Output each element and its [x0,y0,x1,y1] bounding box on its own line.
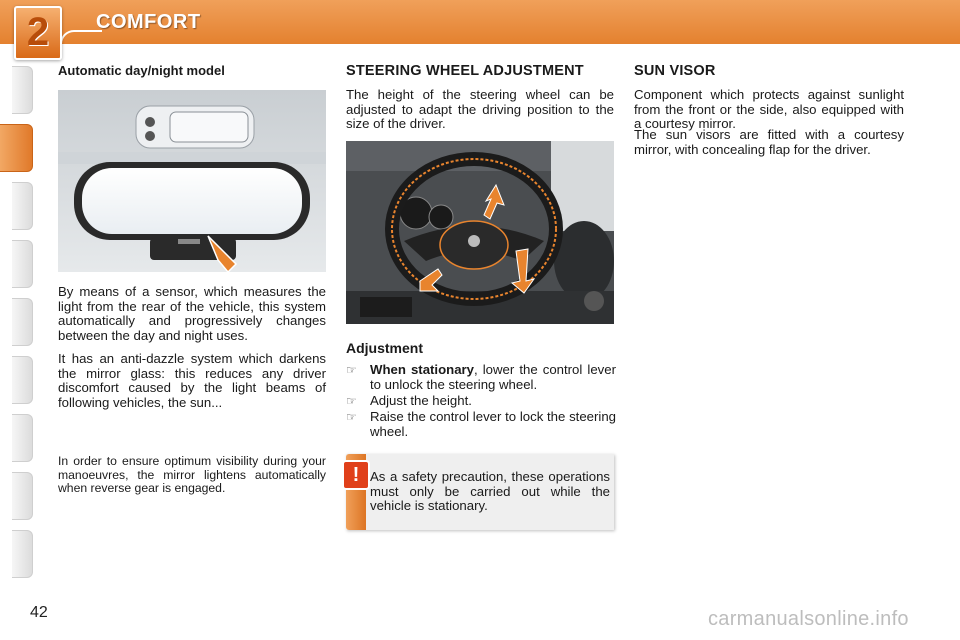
adjustment-heading: Adjustment [346,340,423,356]
warning-icon: ! [342,460,370,490]
chapter-title: COMFORT [96,11,201,33]
hand-pointer-icon: ☞ [346,394,357,408]
step-emphasis: When stationary [370,362,474,377]
chapter-tab[interactable] [12,356,33,404]
chapter-number: 2 [26,10,50,54]
steering-heading: STEERING WHEEL ADJUSTMENT [346,63,584,79]
warning-text: As a safety precaution, these operations must only be carried out while the vehicle is stationary. [370,469,610,513]
mirror-paragraph-2: It has an anti-dazzle system which darkens the mirror glass: this reduces any driver discomfort caused by the light beams of following vehicles, the sun... [58,351,326,410]
sun-visor-paragraph-2: The sun visors are fitted with a courtesy mirror, with concealing flap for the driver. [634,127,904,157]
step-text [370,363,616,392]
step-text: Adjust the height. [370,393,472,408]
chapter-tab[interactable] [12,182,33,230]
chapter-badge [14,6,62,60]
watermark: carmanualsonline.info [708,608,909,630]
hand-pointer-icon: ☞ [346,363,357,377]
chapter-tab[interactable] [12,472,33,520]
adjustment-step-1 [346,363,616,393]
steering-intro: The height of the steering wheel can be adjusted to adapt the driving position to the size of the driver. [346,87,614,131]
adjustment-step-2 [346,394,616,410]
hand-pointer-icon: ☞ [346,410,357,424]
adjustment-step-3 [346,410,616,440]
chapter-tab[interactable] [12,240,33,288]
mirror-paragraph-3: In order to ensure optimum visibility during your manoeuvres, the mirror lightens automatically when reverse gear is engaged. [58,454,326,495]
sun-visor-heading: SUN VISOR [634,63,716,79]
sun-visor-paragraph-1: Component which protects against sunlight from the front or the side, also equipped with a courtesy mirror. [634,87,904,131]
chapter-tab-active[interactable] [0,124,33,172]
mirror-heading: Automatic day/night model [58,63,225,78]
mirror-paragraph-1: By means of a sensor, which measures the light from the rear of the vehicle, this system automatically and progressively changes between the day and night uses. [58,284,326,343]
steering-illustration [346,141,614,324]
chapter-tabs [0,66,34,576]
step-rest: , lower the control lever to unlock the steering wheel. [370,362,616,392]
mirror-illustration [58,90,326,272]
chapter-tab[interactable] [12,66,33,114]
chapter-tab[interactable] [12,414,33,462]
chapter-tab[interactable] [12,298,33,346]
step-text: Raise the control lever to lock the steering wheel. [370,409,616,439]
page-number: 42 [30,604,48,621]
chapter-tab[interactable] [12,530,33,578]
